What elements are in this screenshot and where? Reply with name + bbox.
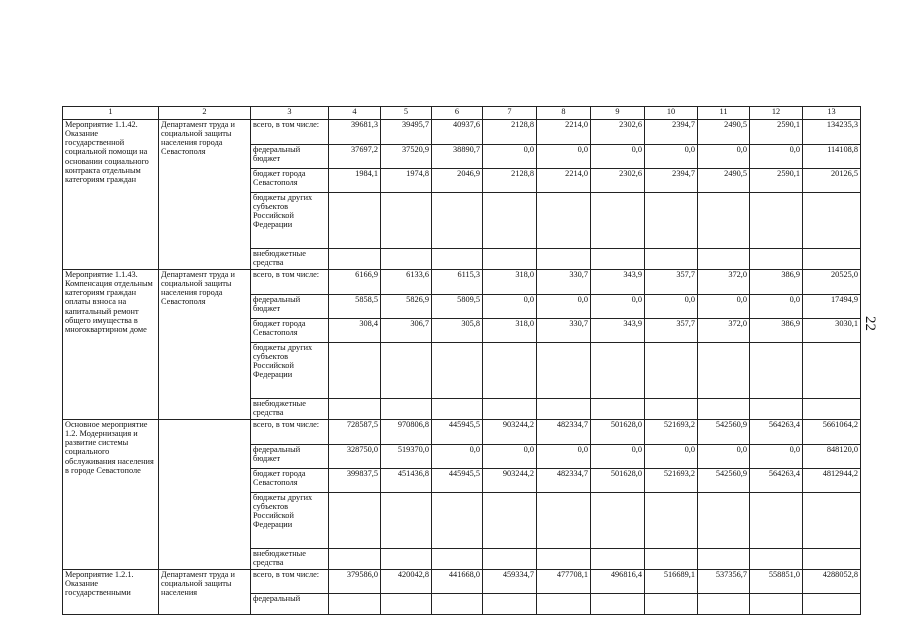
value-cell [432, 549, 483, 570]
value-cell [698, 399, 750, 420]
value-cell: 0,0 [537, 145, 591, 169]
value-cell: 521693,2 [645, 469, 698, 493]
value-cell [803, 343, 861, 399]
funding-source: бюджет города Севастополя [251, 469, 329, 493]
value-cell [645, 493, 698, 549]
value-cell [698, 549, 750, 570]
value-cell [698, 493, 750, 549]
value-cell [483, 193, 537, 249]
value-cell [381, 549, 432, 570]
funding-source: бюджет города Севастополя [251, 319, 329, 343]
funding-source: бюджеты других субъектов Российской Федерации [251, 493, 329, 549]
column-header: 7 [483, 107, 537, 120]
value-cell: 542560,9 [698, 420, 750, 445]
value-cell: 558851,0 [750, 570, 803, 594]
value-cell [483, 249, 537, 270]
value-cell: 4812944,2 [803, 469, 861, 493]
executor-cell: Департамент труда и социальной защиты населения города Севастополя [159, 270, 251, 420]
value-cell [329, 594, 381, 615]
activity-description: Мероприятие 1.2.1. Оказание государственными [63, 570, 159, 615]
column-header: 6 [432, 107, 483, 120]
value-cell: 17494,9 [803, 295, 861, 319]
value-cell [803, 193, 861, 249]
value-cell: 5826,9 [381, 295, 432, 319]
value-cell: 386,9 [750, 319, 803, 343]
value-cell: 20525,0 [803, 270, 861, 295]
value-cell: 0,0 [537, 445, 591, 469]
value-cell: 2490,5 [698, 169, 750, 193]
value-cell: 40937,6 [432, 120, 483, 145]
value-cell: 4288052,8 [803, 570, 861, 594]
value-cell: 564263,4 [750, 420, 803, 445]
value-cell: 0,0 [483, 295, 537, 319]
value-cell [329, 193, 381, 249]
activity-description: Мероприятие 1.1.42. Оказание государственной социальной помощи на основании социального контракта отдельным категориям граждан [63, 120, 159, 270]
header-row [63, 107, 861, 120]
table-body [63, 107, 861, 615]
column-header: 13 [803, 107, 861, 120]
value-cell: 20126,5 [803, 169, 861, 193]
value-cell: 0,0 [698, 445, 750, 469]
funding-source: всего, в том числе: [251, 420, 329, 445]
value-cell [329, 399, 381, 420]
funding-source: всего, в том числе: [251, 120, 329, 145]
value-cell [591, 493, 645, 549]
value-cell: 39681,3 [329, 120, 381, 145]
value-cell: 343,9 [591, 319, 645, 343]
value-cell: 501628,0 [591, 469, 645, 493]
value-cell: 445945,5 [432, 469, 483, 493]
value-cell [483, 594, 537, 615]
funding-source: бюджет города Севастополя [251, 169, 329, 193]
value-cell: 114108,8 [803, 145, 861, 169]
value-cell: 2214,0 [537, 120, 591, 145]
value-cell: 2590,1 [750, 169, 803, 193]
value-cell [381, 493, 432, 549]
value-cell [645, 594, 698, 615]
column-header: 12 [750, 107, 803, 120]
value-cell: 441668,0 [432, 570, 483, 594]
value-cell: 482334,7 [537, 469, 591, 493]
value-cell: 519370,0 [381, 445, 432, 469]
table-row [63, 120, 861, 145]
funding-source: внебюджетные средства [251, 249, 329, 270]
value-cell: 37520,9 [381, 145, 432, 169]
value-cell: 308,4 [329, 319, 381, 343]
value-cell [381, 249, 432, 270]
value-cell: 318,0 [483, 270, 537, 295]
executor-cell: Департамент труда и социальной защиты населения [159, 570, 251, 615]
funding-source: внебюджетные средства [251, 399, 329, 420]
value-cell: 372,0 [698, 270, 750, 295]
value-cell [750, 594, 803, 615]
value-cell [750, 399, 803, 420]
value-cell: 38890,7 [432, 145, 483, 169]
value-cell: 2490,5 [698, 120, 750, 145]
value-cell: 728587,5 [329, 420, 381, 445]
value-cell: 848120,0 [803, 445, 861, 469]
budget-table [62, 106, 861, 615]
funding-source: федеральный бюджет [251, 145, 329, 169]
funding-source: федеральный бюджет [251, 445, 329, 469]
value-cell: 537356,7 [698, 570, 750, 594]
value-cell: 3030,1 [803, 319, 861, 343]
value-cell [591, 549, 645, 570]
value-cell: 6115,3 [432, 270, 483, 295]
column-header: 11 [698, 107, 750, 120]
value-cell [750, 193, 803, 249]
column-header: 5 [381, 107, 432, 120]
table-row [63, 420, 861, 445]
value-cell: 330,7 [537, 270, 591, 295]
column-header: 3 [251, 107, 329, 120]
funding-source: всего, в том числе: [251, 570, 329, 594]
value-cell: 328750,0 [329, 445, 381, 469]
value-cell: 0,0 [432, 445, 483, 469]
value-cell [750, 343, 803, 399]
value-cell [381, 193, 432, 249]
value-cell [645, 193, 698, 249]
value-cell [381, 594, 432, 615]
column-header: 9 [591, 107, 645, 120]
column-header: 10 [645, 107, 698, 120]
value-cell: 564263,4 [750, 469, 803, 493]
value-cell [591, 594, 645, 615]
value-cell [698, 343, 750, 399]
value-cell: 6133,6 [381, 270, 432, 295]
activity-description: Мероприятие 1.1.43. Компенсация отдельным категориям граждан оплаты взноса на капитальный ремонт общего имущества в многоквартирном доме [63, 270, 159, 420]
value-cell: 2394,7 [645, 169, 698, 193]
executor-cell [159, 420, 251, 570]
value-cell [645, 249, 698, 270]
value-cell [645, 549, 698, 570]
value-cell [591, 399, 645, 420]
value-cell [803, 549, 861, 570]
value-cell: 343,9 [591, 270, 645, 295]
value-cell [591, 249, 645, 270]
value-cell: 0,0 [750, 145, 803, 169]
value-cell [381, 399, 432, 420]
value-cell: 1984,1 [329, 169, 381, 193]
value-cell: 357,7 [645, 319, 698, 343]
table-row [63, 270, 861, 295]
value-cell: 5809,5 [432, 295, 483, 319]
value-cell [803, 399, 861, 420]
value-cell: 330,7 [537, 319, 591, 343]
value-cell: 496816,4 [591, 570, 645, 594]
value-cell: 372,0 [698, 319, 750, 343]
value-cell [803, 249, 861, 270]
value-cell [537, 399, 591, 420]
value-cell: 516689,1 [645, 570, 698, 594]
value-cell: 6166,9 [329, 270, 381, 295]
value-cell: 37697,2 [329, 145, 381, 169]
value-cell: 0,0 [750, 445, 803, 469]
value-cell [698, 249, 750, 270]
value-cell: 501628,0 [591, 420, 645, 445]
value-cell: 970806,8 [381, 420, 432, 445]
value-cell: 0,0 [698, 295, 750, 319]
value-cell: 0,0 [591, 145, 645, 169]
funding-source: всего, в том числе: [251, 270, 329, 295]
table-row [63, 570, 861, 594]
value-cell [537, 343, 591, 399]
value-cell: 0,0 [750, 295, 803, 319]
funding-source: внебюджетные средства [251, 549, 329, 570]
value-cell [432, 343, 483, 399]
value-cell: 399837,5 [329, 469, 381, 493]
value-cell: 5858,5 [329, 295, 381, 319]
value-cell: 5661064,2 [803, 420, 861, 445]
activity-description: Основное мероприятие 1.2. Модернизация и развитие системы социального обслуживания населения в городе Севастополе [63, 420, 159, 570]
value-cell: 482334,7 [537, 420, 591, 445]
value-cell [537, 493, 591, 549]
value-cell [591, 193, 645, 249]
value-cell: 0,0 [591, 445, 645, 469]
value-cell: 1974,8 [381, 169, 432, 193]
value-cell [329, 249, 381, 270]
funding-source: бюджеты других субъектов Российской Федерации [251, 193, 329, 249]
value-cell: 903244,2 [483, 469, 537, 493]
column-header: 4 [329, 107, 381, 120]
value-cell [329, 549, 381, 570]
value-cell: 0,0 [483, 445, 537, 469]
value-cell [483, 549, 537, 570]
value-cell: 542560,9 [698, 469, 750, 493]
column-header: 8 [537, 107, 591, 120]
value-cell [645, 399, 698, 420]
value-cell: 0,0 [483, 145, 537, 169]
value-cell: 451436,8 [381, 469, 432, 493]
value-cell: 0,0 [698, 145, 750, 169]
value-cell [750, 549, 803, 570]
value-cell [750, 249, 803, 270]
value-cell: 0,0 [645, 295, 698, 319]
value-cell: 0,0 [645, 145, 698, 169]
value-cell [329, 493, 381, 549]
value-cell: 0,0 [537, 295, 591, 319]
column-header: 1 [63, 107, 159, 120]
value-cell: 306,7 [381, 319, 432, 343]
value-cell [432, 399, 483, 420]
value-cell: 2302,6 [591, 169, 645, 193]
value-cell [591, 343, 645, 399]
value-cell [537, 249, 591, 270]
value-cell [645, 343, 698, 399]
executor-cell: Департамент труда и социальной защиты населения города Севастополя [159, 120, 251, 270]
value-cell: 2590,1 [750, 120, 803, 145]
value-cell [750, 493, 803, 549]
value-cell: 420042,8 [381, 570, 432, 594]
value-cell: 2214,0 [537, 169, 591, 193]
value-cell: 459334,7 [483, 570, 537, 594]
value-cell [698, 193, 750, 249]
funding-source: бюджеты других субъектов Российской Федерации [251, 343, 329, 399]
value-cell: 2128,8 [483, 169, 537, 193]
value-cell: 2046,9 [432, 169, 483, 193]
value-cell: 521693,2 [645, 420, 698, 445]
value-cell [432, 493, 483, 549]
value-cell: 39495,7 [381, 120, 432, 145]
value-cell [803, 493, 861, 549]
value-cell: 2302,6 [591, 120, 645, 145]
value-cell [803, 594, 861, 615]
value-cell [537, 594, 591, 615]
page-number: 22 [862, 316, 878, 331]
value-cell [329, 343, 381, 399]
value-cell: 2128,8 [483, 120, 537, 145]
value-cell: 357,7 [645, 270, 698, 295]
value-cell: 318,0 [483, 319, 537, 343]
value-cell [698, 594, 750, 615]
value-cell [483, 399, 537, 420]
value-cell: 477708,1 [537, 570, 591, 594]
value-cell: 0,0 [645, 445, 698, 469]
value-cell [432, 249, 483, 270]
value-cell: 0,0 [591, 295, 645, 319]
value-cell: 903244,2 [483, 420, 537, 445]
value-cell [483, 343, 537, 399]
value-cell: 305,8 [432, 319, 483, 343]
value-cell [381, 343, 432, 399]
column-header: 2 [159, 107, 251, 120]
value-cell: 386,9 [750, 270, 803, 295]
funding-source: федеральный бюджет [251, 295, 329, 319]
value-cell [537, 549, 591, 570]
value-cell: 445945,5 [432, 420, 483, 445]
value-cell [537, 193, 591, 249]
value-cell: 134235,3 [803, 120, 861, 145]
value-cell: 2394,7 [645, 120, 698, 145]
value-cell [432, 594, 483, 615]
value-cell [483, 493, 537, 549]
value-cell: 379586,0 [329, 570, 381, 594]
value-cell [432, 193, 483, 249]
funding-source: федеральный [251, 594, 329, 615]
